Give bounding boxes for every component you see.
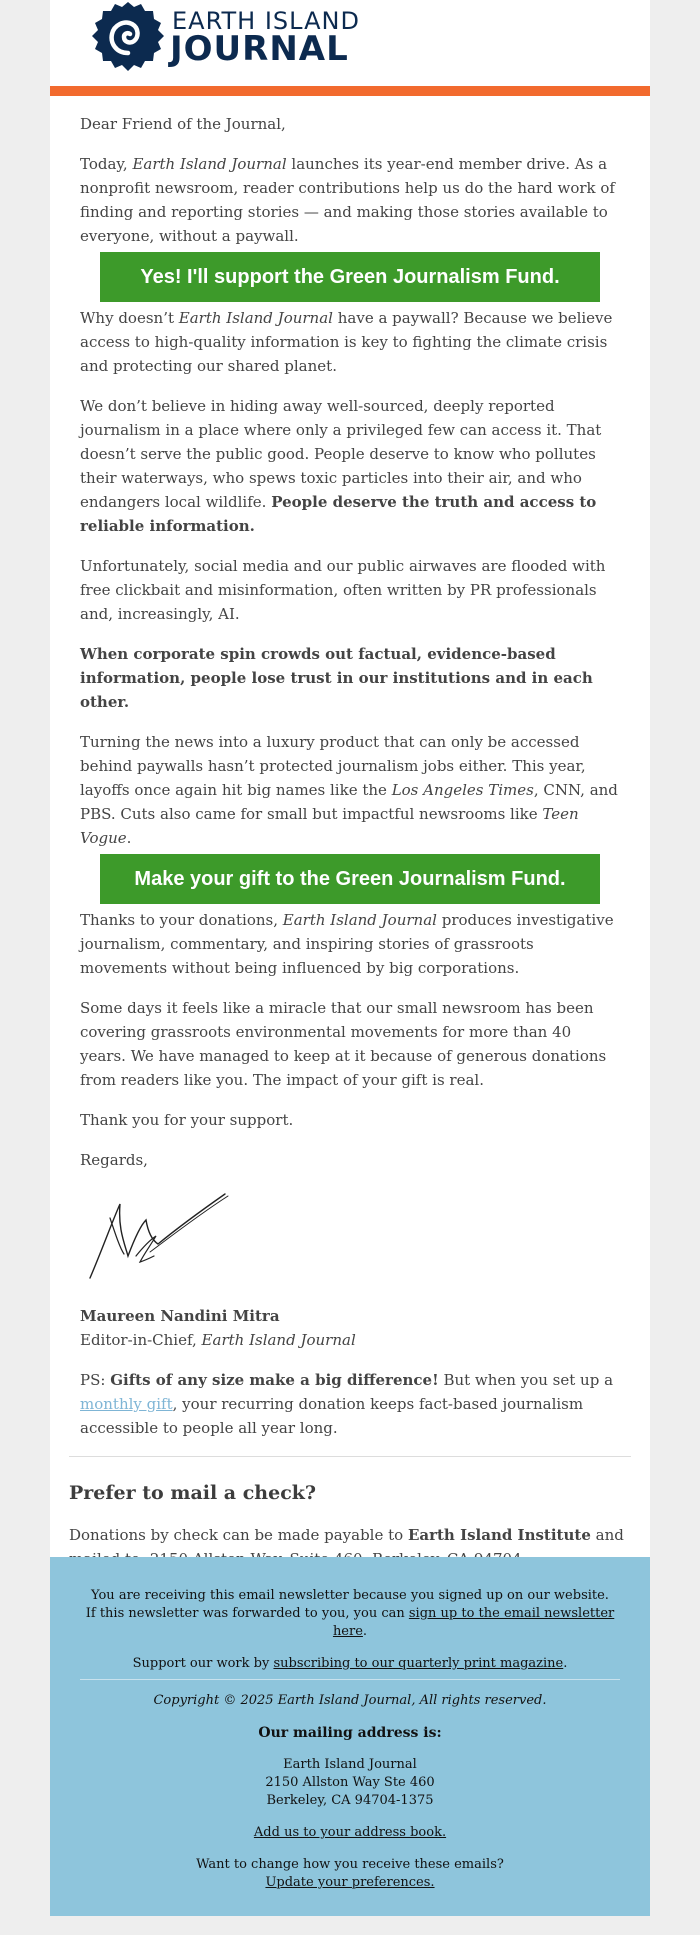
publication-name: Earth Island Journal [201,1331,356,1349]
mailing-address-heading: Our mailing address is: [258,1725,442,1741]
text: have a paywall? Because we believe access to high-quality information is key to fighting the climate crisis and protecting our shared planet. [80,309,613,375]
footer-divider [80,1679,620,1680]
text: . [362,1624,368,1639]
paragraph-thanks: Thank you for your support. [80,1111,294,1129]
paragraph-corporate-spin [80,642,620,714]
text: Why doesn’t [80,309,179,327]
text: , CNN, and PBS. Cuts also came for small but impactful newsrooms like [80,781,618,823]
publication-name: Teen Vogue [80,805,579,847]
mailing-address [80,1756,620,1810]
publication-name: Earth Island Journal [178,309,333,327]
paragraph-donations [80,908,620,980]
emphasis-text: People deserve the truth and access to reliable information. [80,493,597,535]
paragraph-intro [80,152,620,248]
text: Today, [80,155,133,173]
text: . [563,1656,568,1671]
divider [69,1456,631,1457]
publication-name: Earth Island Journal [282,911,437,929]
mail-check-heading: Prefer to mail a check? [69,1482,317,1504]
spiral-logo-icon [90,1,166,77]
address-line: 2150 Allston Way Ste 460 [265,1775,435,1790]
text: Turning the news into a luxury product that can only be accessed behind paywalls hasn’t protected journalism jobs either. This year, layoffs once again hit big names like the [80,733,586,799]
orange-accent-bar [50,86,650,96]
address-book [80,1824,620,1842]
signup-newsletter-link[interactable]: sign up to the email newsletter here [332,1606,615,1639]
footer-support [80,1655,620,1673]
paragraph-paywall [80,306,620,378]
add-address-book-link[interactable]: Add us to your address book. [253,1825,447,1840]
signer-name: Maureen Nandini Mitra [80,1307,280,1325]
paragraph-layoffs [80,730,620,850]
payee-name: Earth Island Institute [407,1526,591,1544]
text: Donations by check can be made payable to [69,1526,408,1544]
paragraph-journalism [80,394,620,538]
make-gift-button[interactable]: Make your gift to the Green Journalism Fund. [100,854,600,904]
publication-name: Los Angeles Times [391,781,534,799]
emphasis-text: When corporate spin crowds out factual, evidence-based information, people lose trust in our institutions and in each other. [80,645,593,711]
text: But when you set up a [438,1371,614,1389]
text: , your recurring donation keeps fact-based journalism accessible to people all year long. [80,1395,584,1437]
logo-wordmark-top: EARTH ISLAND [172,7,360,35]
greeting: Dear Friend of the Journal, [80,115,286,133]
header [50,0,650,86]
address-line: Berkeley, CA 94704-1375 [266,1793,434,1808]
text: You are receiving this email newsletter because you signed up on our website. [91,1588,609,1603]
copyright-text: Copyright © 2025 Earth Island Journal, All rights reserved. [153,1693,547,1708]
footer [50,1557,650,1916]
publication-name: Earth Island Journal [132,155,287,173]
text: Thanks to your donations, [80,911,283,929]
text: If this newsletter was forwarded to you, you can [85,1606,409,1621]
text: produces investigative journalism, commentary, and inspiring stories of grassroots movements without being influenced by big corporations. [80,911,614,977]
text: and [595,1526,624,1544]
paragraph-impact: Some days it feels like a miracle that our small newsroom has been covering grassroots environmental movements for more than 40 years. We have managed to keep at it because of generous donations from readers like you. The impact of your gift is real. [80,999,607,1089]
text: PS: [80,1371,111,1389]
closing: Regards, [80,1151,148,1169]
postscript [80,1368,620,1440]
subscribe-magazine-link[interactable]: subscribing to our quarterly print magazine [273,1656,564,1671]
preferences [80,1856,620,1892]
signer-title: Editor-in-Chief, [80,1331,202,1349]
text: . [126,829,132,847]
paragraph-misinformation: Unfortunately, social media and our public airwaves are flooded with free clickbait and misinformation, often written by PR professionals and, increasingly, AI. [80,557,606,623]
emphasis-text: Gifts of any size make a big difference! [110,1371,439,1389]
email-card [50,0,650,1916]
update-preferences-link[interactable]: Update your preferences. [265,1875,435,1890]
text: We don’t believe in hiding away well-sourced, deeply reported journalism in a place where only a privileged few can access it. That doesn’t serve the public good. People deserve to know who pollutes their waterways, who spews toxic particles into their air, and who endangers local wildlife. [80,397,602,511]
monthly-gift-link[interactable]: monthly gift [80,1395,173,1413]
handwritten-signature [80,1176,230,1286]
letter-body [50,96,650,1440]
signature-block [80,1304,620,1352]
address-line: Earth Island Journal [283,1757,417,1772]
text: Support our work by [132,1656,274,1671]
logo-wordmark-bottom: JOURNAL [170,29,349,69]
text: launches its year-end member drive. As a nonprofit newsroom, reader contributions help us do the hard work of finding and reporting stories — and making those stories available to everyone, without a paywall. [80,155,615,245]
support-fund-button[interactable]: Yes! I'll support the Green Journalism Fund. [100,252,600,302]
earth-island-journal-logo[interactable] [90,1,430,76]
text: Want to change how you receive these emails? [196,1857,504,1872]
footer-subscription-notice [80,1587,620,1641]
copyright [80,1692,620,1710]
